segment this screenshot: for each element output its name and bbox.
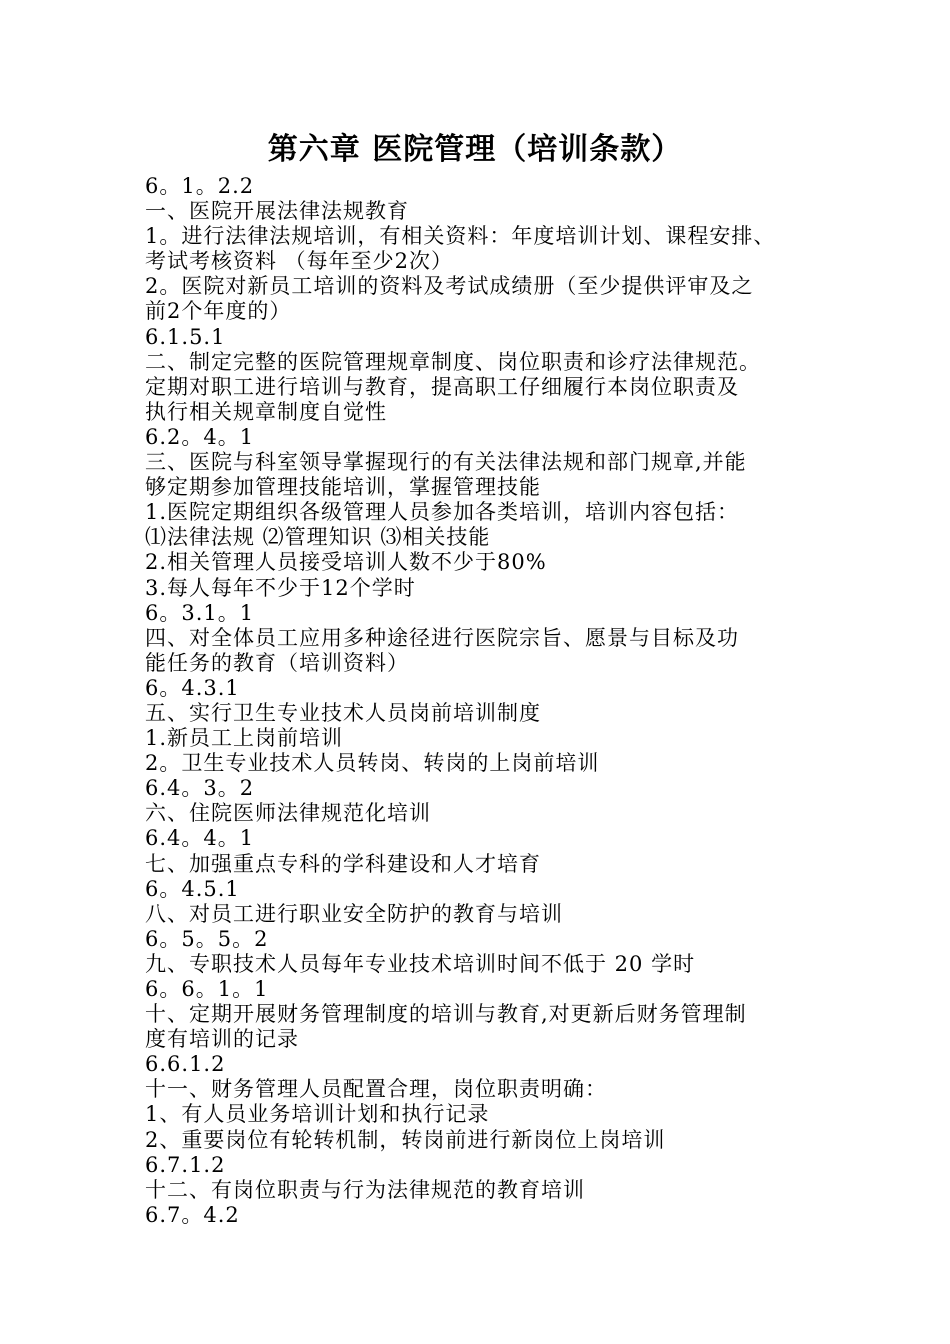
text-line: 定期对职工进行培训与教育，提高职工仔细履行本岗位职责及	[145, 374, 739, 399]
text-line: 考试考核资料 （每年至少2次）	[145, 249, 454, 274]
text-line: 6.4。4。1	[145, 826, 255, 851]
text-line: 1、有人员业务培训计划和执行记录	[145, 1102, 490, 1127]
text-line: 十二、有岗位职责与行为法律规范的教育培训	[145, 1177, 585, 1202]
text-line: 一、医院开展法律法规教育	[145, 199, 409, 224]
text-line: 6。4.5.1	[145, 876, 240, 901]
text-line: 6.2。4。1	[145, 424, 255, 449]
text-line: 2、重要岗位有轮转机制，转岗前进行新岗位上岗培训	[145, 1127, 666, 1152]
text-line: 6.1.5.1	[145, 324, 226, 349]
text-line: 6.6.1.2	[145, 1052, 226, 1077]
text-line: 六、住院医师法律规范化培训	[145, 801, 431, 826]
text-line: 执行相关规章制度自觉性	[145, 399, 387, 424]
text-line: 6。5。5。2	[145, 926, 269, 951]
text-line: 十、定期开展财务管理制度的培训与教育,对更新后财务管理制	[145, 1002, 747, 1027]
text-line: 6。1。2.2	[145, 174, 255, 198]
text-line: 前2个年度的）	[145, 299, 292, 324]
text-line: 八、对员工进行职业安全防护的教育与培训	[145, 901, 563, 926]
text-line: 三、医院与科室领导掌握现行的有关法律法规和部门规章,并能	[145, 450, 747, 475]
text-line: 四、对全体员工应用多种途径进行医院宗旨、愿景与目标及功	[145, 625, 739, 650]
text-line: 3.每人每年不少于12个学时	[145, 575, 416, 600]
text-line: 1.新员工上岗前培训	[145, 726, 344, 751]
text-line: 能任务的教育（培训资料）	[145, 650, 409, 675]
text-line: 够定期参加管理技能培训，掌握管理技能	[145, 475, 541, 500]
text-line: 6。3.1。1	[145, 600, 255, 625]
text-line: 二、制定完整的医院管理规章制度、岗位职责和诊疗法律规范。	[145, 349, 761, 374]
text-line: 6.4。3。2	[145, 776, 255, 801]
text-line: 2。医院对新员工培训的资料及考试成绩册（至少提供评审及之	[145, 274, 754, 299]
text-line: 度有培训的记录	[145, 1027, 299, 1052]
text-line: 十一、财务管理人员配置合理，岗位职责明确：	[145, 1077, 607, 1102]
text-line: 6.7。4.2	[145, 1202, 240, 1227]
text-line: 七、加强重点专科的学科建设和人才培育	[145, 851, 541, 876]
text-line: 1.医院定期组织各级管理人员参加各类培训，培训内容包括：	[145, 500, 740, 525]
text-line: 6.7.1.2	[145, 1152, 226, 1177]
page-title: 第六章 医院管理（培训条款）	[267, 132, 683, 167]
text-line: 1。进行法律法规培训，有相关资料：年度培训计划、课程安排、	[145, 224, 776, 249]
text-line: 6。4.3.1	[145, 675, 240, 700]
text-line: 2。卫生专业技术人员转岗、转岗的上岗前培训	[145, 751, 600, 776]
text-line: ⑴法律法规 ⑵管理知识 ⑶相关技能	[145, 525, 491, 550]
text-line: 2.相关管理人员接受培训人数不少于80%	[145, 550, 547, 575]
text-line: 九、专职技术人员每年专业技术培训时间不低于 20 学时	[145, 951, 696, 976]
document-body	[145, 174, 835, 1228]
text-line: 6。6。1。1	[145, 977, 269, 1001]
text-line: 五、实行卫生专业技术人员岗前培训制度	[145, 700, 541, 725]
